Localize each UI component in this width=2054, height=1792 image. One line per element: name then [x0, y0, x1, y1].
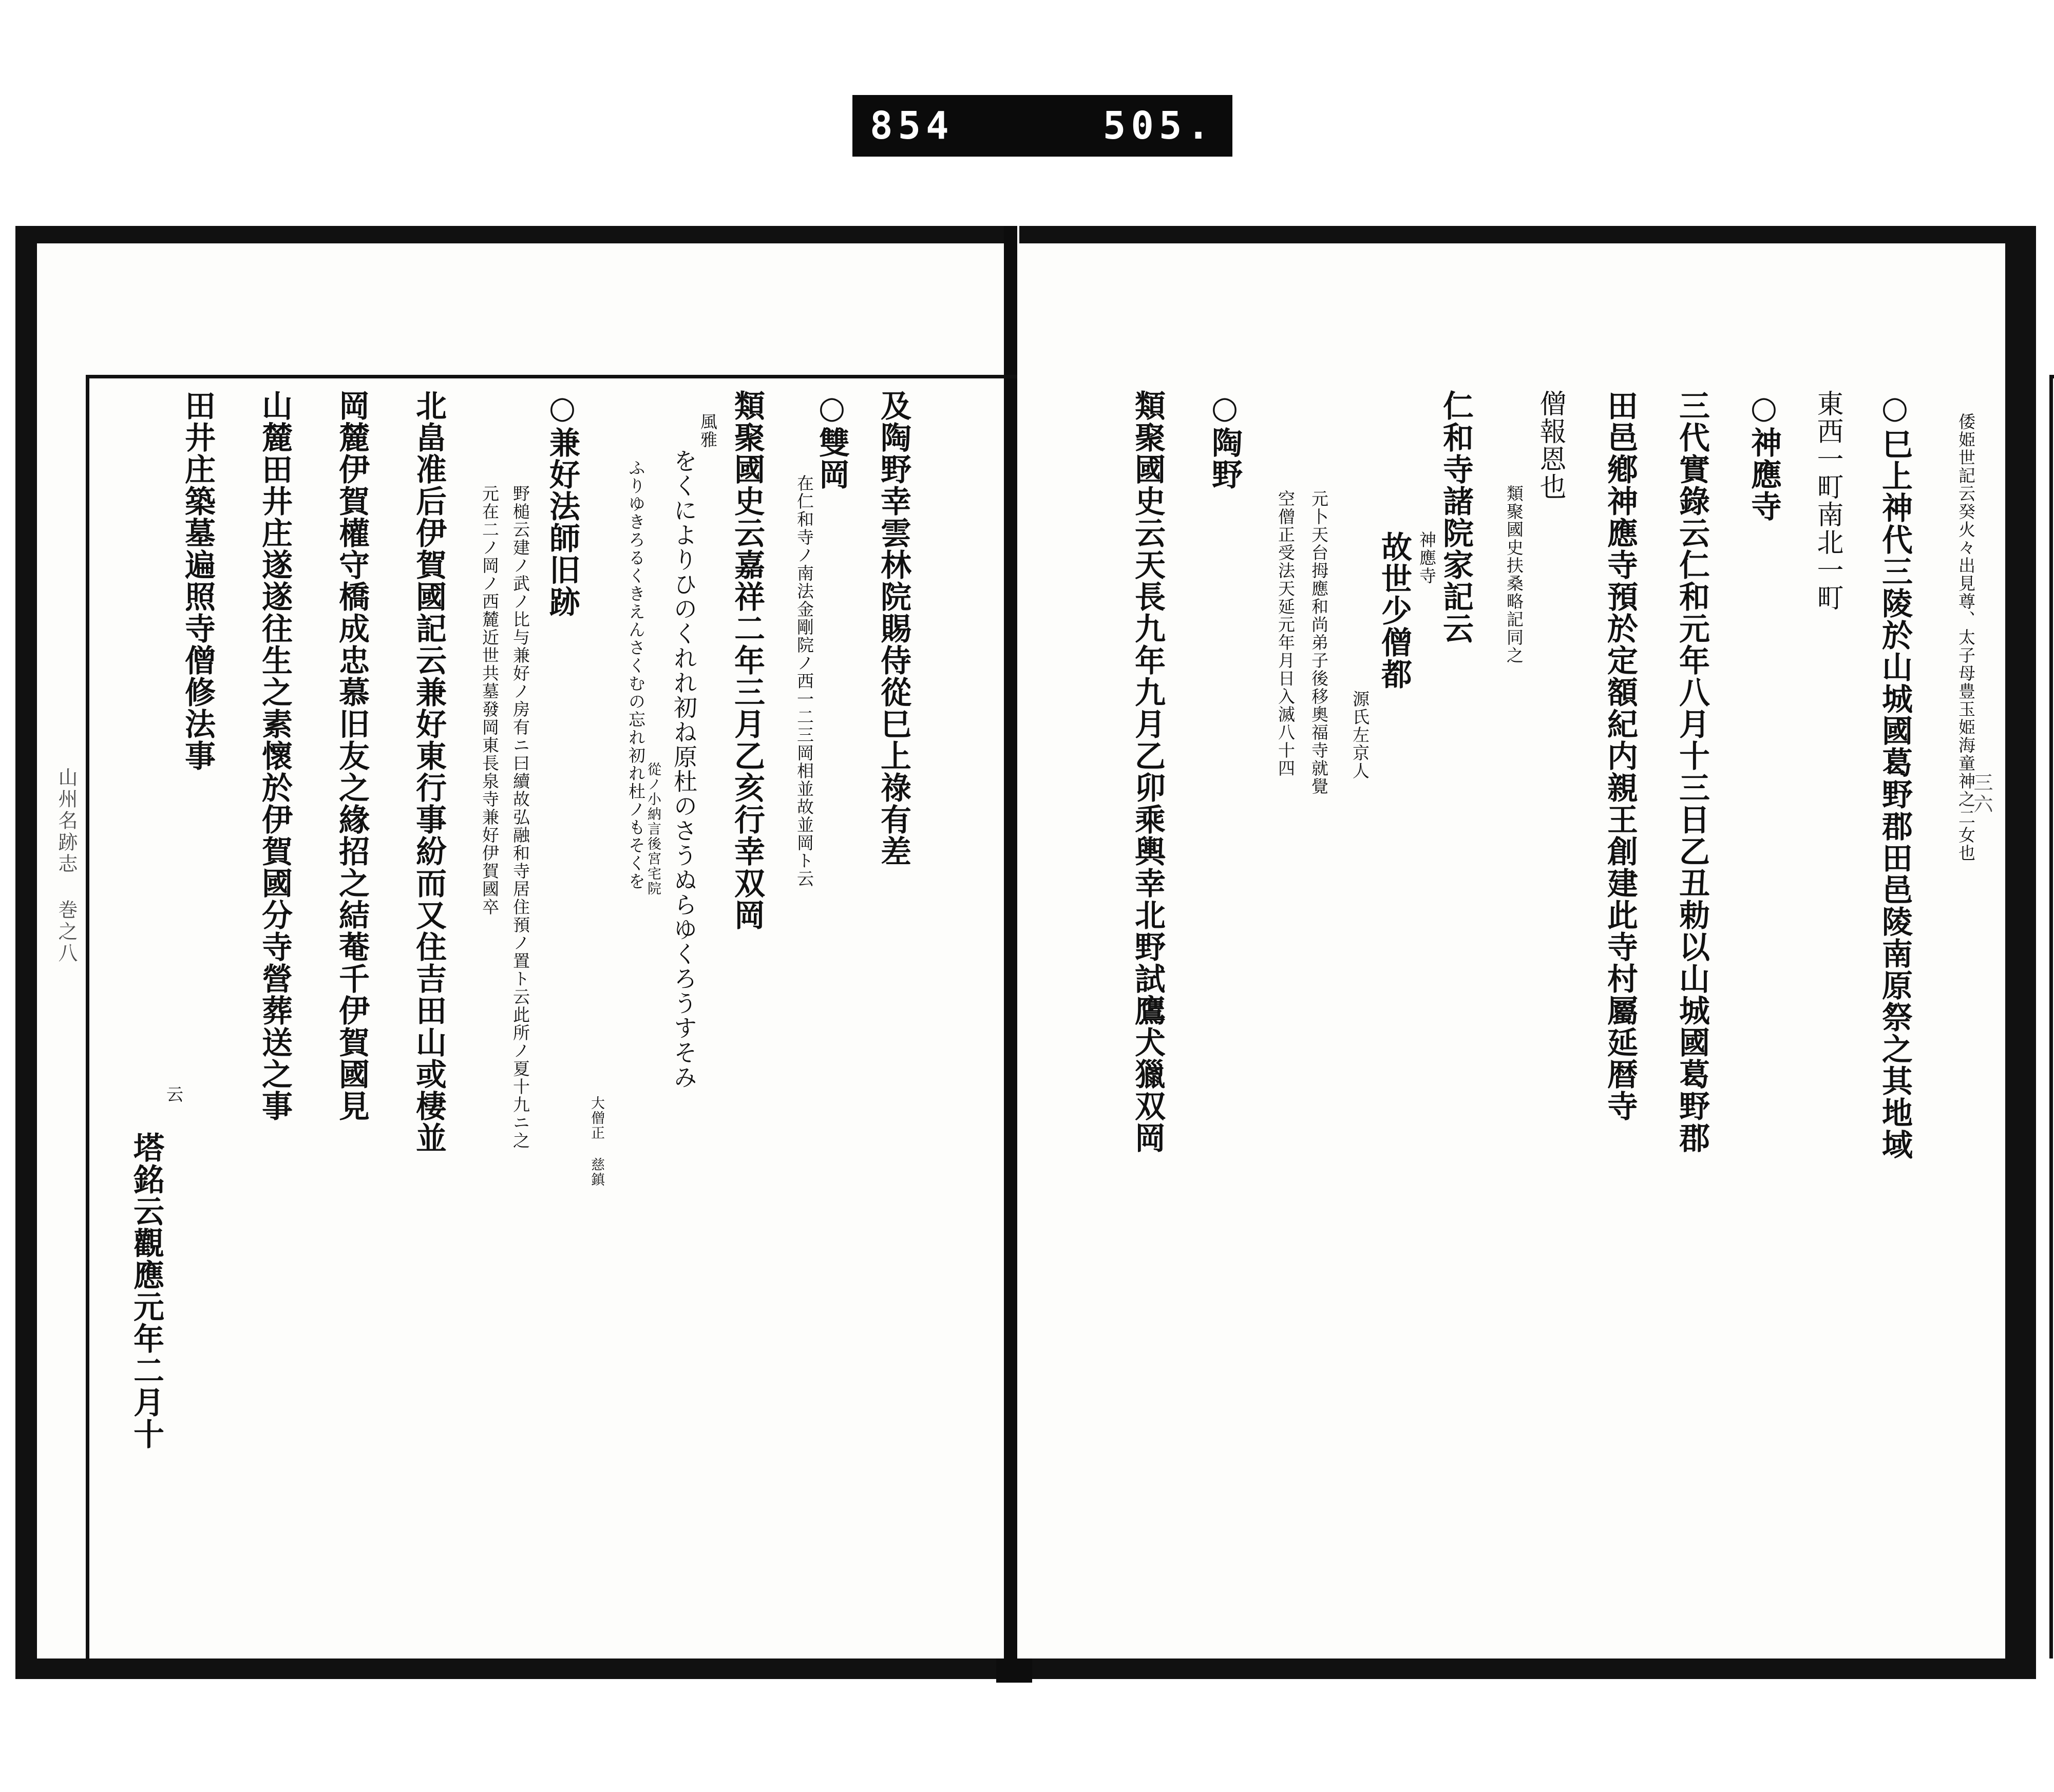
folio-number: 三六 — [1970, 772, 1993, 815]
text-column: 在仁和寺ノ南法金剛院ノ西一二三岡相並故並岡ト云 — [794, 474, 814, 888]
scan-edge-bottom-right — [1019, 1658, 2036, 1679]
text-column: 云 — [164, 1085, 184, 1103]
scan-edge-left — [15, 226, 37, 1679]
text-column: をくによりひのくれれ初ね原杜のさうぬらゆくろうすそみ — [670, 449, 698, 1090]
running-title: 山州名跡志 巻之八 — [55, 767, 78, 964]
text-column: 神應寺 — [1417, 531, 1437, 585]
scan-edge-right — [2005, 226, 2036, 1679]
text-column: ○陶野 — [1207, 390, 1243, 490]
text-column: 東西一町南北一町 — [1812, 390, 1843, 612]
scan-edge-top-left — [15, 226, 1012, 243]
text-column: 三代實錄云仁和元年八月十三日乙丑勅以山城國葛野郡 — [1674, 390, 1710, 1154]
text-column: 類聚國史云天長九年九月乙卯乘輿幸北野試鷹犬獵双岡 — [1130, 390, 1166, 1154]
book-gutter-notch — [996, 1656, 1032, 1683]
text-column: 倭姫世記云癸火々出見尊、太子母豊玉姫海童神之二女也 — [1956, 413, 1976, 862]
scanned-page-spread — [0, 221, 2054, 1700]
film-frame-number-left: 854 — [870, 104, 954, 148]
scan-edge-top-right — [1019, 226, 2036, 243]
text-column: 僧報恩也 — [1535, 390, 1566, 501]
text-column: 田井庄築墓遍照寺僧修法事 — [180, 390, 216, 772]
text-column: 類聚國史云嘉祥二年三月乙亥行幸双岡 — [729, 390, 765, 931]
text-column: ○神應寺 — [1746, 390, 1782, 522]
right-page-text-frame — [2049, 375, 2054, 1658]
left-page — [37, 243, 1004, 1658]
text-column: ○ — [1877, 390, 1913, 427]
text-column: 及陶野幸雲林院賜侍從巳上祿有差 — [876, 390, 911, 867]
text-column: 巳上神代三陵於山城國葛野郡田邑陵南原祭之其地域 — [1877, 428, 1913, 1160]
scan-edge-bottom-left — [15, 1658, 1012, 1679]
text-column: 風雅 — [698, 413, 718, 449]
microfilm-frame-header — [852, 95, 1232, 157]
text-column: 北畠准后伊賀國記云兼好東行事紛而又住吉田山或棲並 — [411, 390, 447, 1154]
text-column: 塔銘云觀應元年二月十 — [128, 1132, 164, 1450]
text-column: ○雙岡 — [814, 390, 850, 490]
text-column: ○兼好法師旧跡 — [544, 390, 580, 618]
text-column: 大僧正 慈鎮 — [588, 1096, 604, 1187]
text-column: 岡麓伊賀權守橋成忠慕旧友之緣招之結菴千伊賀國見 — [334, 390, 370, 1122]
text-column: 故世少僧都 — [1376, 531, 1412, 690]
text-column: 空僧正受法天延元年月日入滅八十四 — [1276, 490, 1296, 777]
text-column: 元卜天台拇應和尚弟子後移奧福寺就覺 — [1309, 490, 1329, 795]
text-column: 野槌云建ノ武ノ比与兼好ノ房有ニ曰續故弘融和寺居住預ノ置ト云此所ノ夏十九ニ之 — [510, 485, 530, 1150]
text-column: 田邑鄕神應寺預於定額紀内親王創建此寺村屬延暦寺 — [1602, 390, 1638, 1122]
text-column: 元在二ノ岡ノ西麓近世共墓發岡東長泉寺兼好伊賀國卒 — [480, 485, 500, 916]
text-column: ふりゆきろるくきえんさくむの忘れ初れ杜ノもそくを — [626, 459, 646, 890]
right-page — [1017, 243, 2005, 1658]
text-column: 仁和寺諸院家記云 — [1438, 390, 1474, 644]
text-column: 從ノ小納言後宮宅院 — [645, 762, 661, 896]
text-column: 源氏左京人 — [1350, 690, 1370, 780]
film-frame-number-right: 505. — [1102, 104, 1215, 148]
text-column: 類聚國史扶桑略記同之 — [1504, 485, 1524, 664]
text-column: 山麓田井庄遂遂往生之素懷於伊賀國分寺營葬送之事 — [257, 390, 293, 1122]
